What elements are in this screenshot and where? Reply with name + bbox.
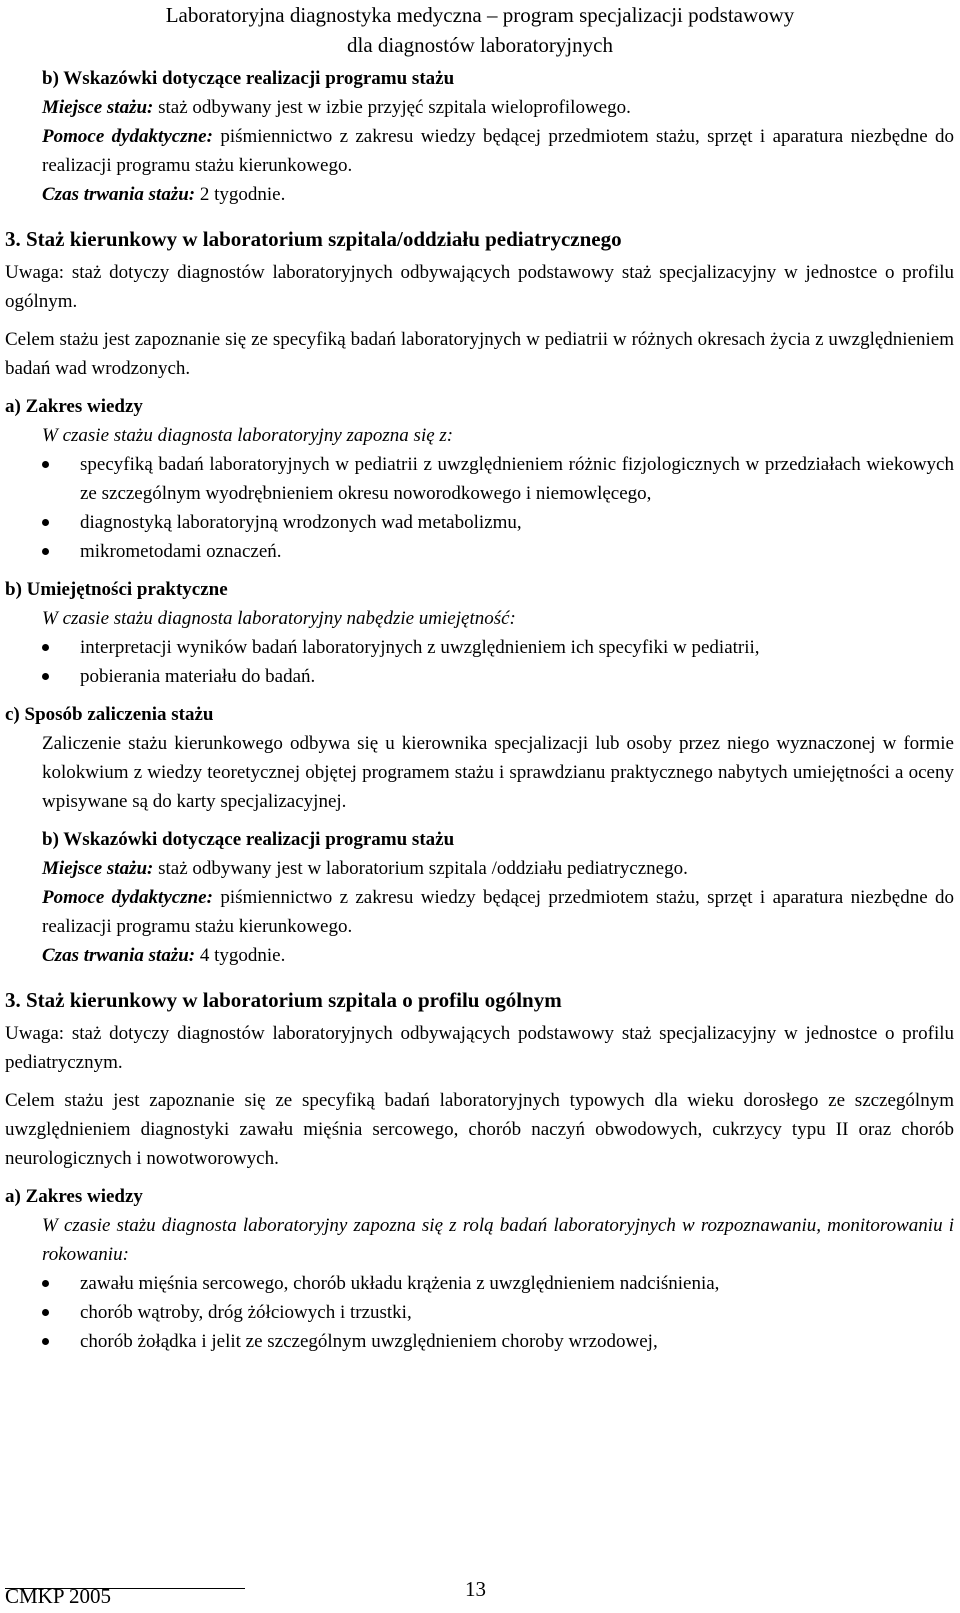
list-item: chorób żołądka i jelit ze szczególnym uwzględnieniem choroby wrzodowej, [42, 1327, 954, 1356]
duration-text: 2 tygodnie. [195, 184, 286, 205]
header-line-1: Laboratoryjna diagnostyka medyczna – program specjalizacji podstawowy [165, 3, 795, 27]
duration-label: Czas trwania stażu: [42, 184, 196, 205]
place-line [5, 854, 954, 883]
bullet-icon [42, 1280, 49, 1287]
section-title: 3. Staż kierunkowy w laboratorium szpitala/oddziału pediatrycznego [5, 227, 622, 251]
aids-text: piśmiennictwo z zakresu wiedzy będącej przedmiotem stażu, sprzęt i aparatura niezbędne do realizacji programu stażu kierunkowego. [42, 126, 954, 176]
guidelines-heading: b) Wskazówki dotyczące realizacji programu stażu [42, 68, 455, 89]
duration-text: 4 tygodnie. [195, 945, 286, 966]
page-number: 13 [465, 1577, 486, 1601]
duration-line [5, 180, 954, 209]
list-item: diagnostyką laboratoryjną wrodzonych wad metabolizmu, [42, 508, 954, 537]
bullet-icon [42, 519, 49, 526]
aids-text: piśmiennictwo z zakresu wiedzy będącej przedmiotem stażu, sprzęt i aparatura niezbędne do realizacji programu stażu kierunkowego. [42, 887, 954, 937]
knowledge-list [5, 1269, 954, 1356]
knowledge-intro: W czasie stażu diagnosta laboratoryjny zapozna się z: [42, 425, 454, 446]
document-body [5, 64, 954, 1356]
skills-intro: W czasie stażu diagnosta laboratoryjny nabędzie umiejętność: [42, 608, 516, 629]
aids-line [5, 883, 954, 941]
section-general [5, 986, 954, 1356]
section-note: Uwaga: staż dotyczy diagnostów laboratoryjnych odbywających podstawowy staż specjalizacyjny w jednostce o profilu pediatrycznym. [5, 1023, 954, 1073]
footer-label: CMKP 2005 [5, 1584, 111, 1608]
aids-label: Pomoce dydaktyczne: [42, 887, 213, 908]
section-note: Uwaga: staż dotyczy diagnostów laboratoryjnych odbywających podstawowy staż specjalizacyjny w jednostce o profilu ogólnym. [5, 262, 954, 312]
list-item: chorób wątroby, dróg żółciowych i trzustki, [42, 1298, 954, 1327]
skills-heading: b) Umiejętności praktyczne [5, 579, 228, 600]
bullet-icon [42, 1338, 49, 1345]
page-header [0, 0, 960, 60]
list-item: specyfiką badań laboratoryjnych w pediatrii z uwzględnieniem różnic fizjologicznych w przedziałach wiekowych ze szczególnym wyodrębnieniem okresu noworodkowego i niemowlęcego, [42, 450, 954, 508]
aids-label: Pomoce dydaktyczne: [42, 126, 213, 147]
duration-line [5, 941, 954, 970]
knowledge-heading: a) Zakres wiedzy [5, 396, 143, 417]
bullet-icon [42, 548, 49, 555]
knowledge-intro: W czasie stażu diagnosta laboratoryjny zapozna się z rolą badań laboratoryjnych w rozpoznawaniu, monitorowaniu i rokowaniu: [42, 1215, 954, 1265]
header-line-2: dla diagnostów laboratoryjnych [347, 33, 613, 57]
section-goal: Celem stażu jest zapoznanie się ze specyfiką badań laboratoryjnych typowych dla wieku dorosłego ze szczególnym uwzględnieniem diagnostyki zawału mięśnia sercowego, chorób naczyń obwodowych, cukrzycy typu II oraz chorób neurologicznych i nowotworowych. [5, 1090, 954, 1169]
list-item: pobierania materiału do badań. [42, 662, 954, 691]
bullet-icon [42, 461, 49, 468]
list-item: zawału mięśnia sercowego, chorób układu krążenia z uwzględnieniem nadciśnienia, [42, 1269, 954, 1298]
assessment-text: Zaliczenie stażu kierunkowego odbywa się u kierownika specjalizacji lub osoby przez niego wyznaczonej w formie kolokwium z wiedzy teoretycznej objętej programem stażu i sprawdzianu praktycznego nabytych umiejętności a oceny wpisywane są do karty specjalizacyjnej. [42, 733, 954, 812]
list-item: mikrometodami oznaczeń. [42, 537, 954, 566]
bullet-icon [42, 644, 49, 651]
guidelines-heading: b) Wskazówki dotyczące realizacji programu stażu [42, 829, 455, 850]
skills-list [5, 633, 954, 691]
place-line [5, 93, 954, 122]
place-label: Miejsce stażu: [42, 97, 154, 118]
assessment-heading: c) Sposób zaliczenia stażu [5, 704, 214, 725]
knowledge-heading: a) Zakres wiedzy [5, 1186, 143, 1207]
section-title: 3. Staż kierunkowy w laboratorium szpitala o profilu ogólnym [5, 988, 562, 1012]
guidelines-block-prev [5, 64, 954, 209]
duration-label: Czas trwania stażu: [42, 945, 196, 966]
place-label: Miejsce stażu: [42, 858, 154, 879]
section-goal: Celem stażu jest zapoznanie się ze specyfiką badań laboratoryjnych w pediatrii w różnych okresach życia z uwzględnieniem badań wad wrodzonych. [5, 329, 954, 379]
bullet-icon [42, 1309, 49, 1316]
place-text: staż odbywany jest w laboratorium szpitala /oddziału pediatrycznego. [153, 858, 688, 879]
aids-line [5, 122, 954, 180]
section-pediatric [5, 225, 954, 970]
place-text: staż odbywany jest w izbie przyjęć szpitala wieloprofilowego. [153, 97, 631, 118]
knowledge-list [5, 450, 954, 566]
list-item: interpretacji wyników badań laboratoryjnych z uwzględnieniem ich specyfiki w pediatrii, [42, 633, 954, 662]
bullet-icon [42, 673, 49, 680]
